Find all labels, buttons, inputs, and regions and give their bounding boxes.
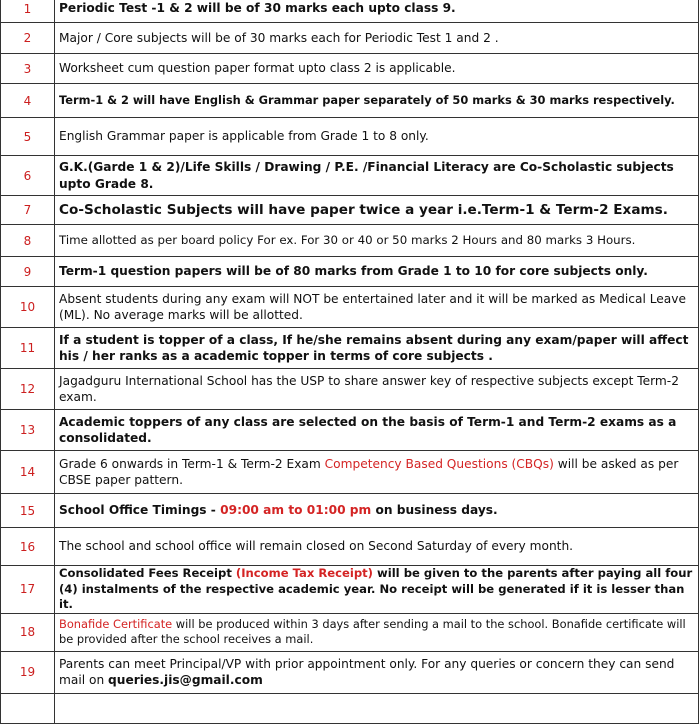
- bonafide-certificate-label: Bonafide Certificate: [59, 617, 173, 632]
- rule-text: [55, 528, 699, 566]
- rule-number: 6: [1, 156, 55, 196]
- rule-text: [55, 0, 699, 23]
- rule-row: [1, 328, 699, 369]
- rule-row: [1, 494, 699, 528]
- rule-text-segment: Term-1 question papers will be of 80 marks from Grade 1 to 10 for core subjects only.: [59, 264, 648, 279]
- rule-row: [1, 651, 699, 693]
- rule-text: [55, 369, 699, 410]
- rule-text: [55, 613, 699, 651]
- rule-number: 11: [1, 328, 55, 369]
- rule-text-segment: English Grammar paper is applicable from Grade 1 to 8 only.: [59, 129, 429, 144]
- rule-number: 17: [1, 566, 55, 614]
- rule-number-partial: [1, 693, 55, 723]
- rule-row: [1, 54, 699, 84]
- rule-text-segment: will be produced within 3 days after sending a mail to the school. Bonafide certificate will be provided after the school receives a mail.: [59, 617, 686, 647]
- rule-text: [55, 328, 699, 369]
- rule-row: [1, 156, 699, 196]
- rule-text: [55, 118, 699, 156]
- rule-text-segment: Parents can meet Principal/VP with prior appointment only. For any queries or concern they can send mail on: [59, 656, 675, 688]
- rule-number: 15: [1, 494, 55, 528]
- rule-text-segment: Absent students during any exam will NOT be entertained later and it will be marked as Medical Leave (ML). No average marks will be allotted.: [59, 291, 686, 322]
- rule-text: [55, 651, 699, 693]
- rule-text-segment: Term-1 & 2 will have English & Grammar paper separately of 50 marks & 30 marks respectively.: [59, 92, 675, 107]
- rule-row: [1, 84, 699, 118]
- rule-number: 10: [1, 287, 55, 328]
- rule-text: [55, 566, 699, 614]
- rule-text-segment: Periodic Test -1 & 2 will be of 30 marks each upto class 9.: [59, 1, 456, 16]
- rule-text-segment: Major / Core subjects will be of 30 marks each for Periodic Test 1 and 2 .: [59, 30, 499, 45]
- rule-row: [1, 23, 699, 54]
- rule-row: [1, 287, 699, 328]
- rule-number: 7: [1, 196, 55, 225]
- rule-text-segment: Consolidated Fees Receipt: [59, 566, 236, 580]
- rule-number: 4: [1, 84, 55, 118]
- rule-row: [1, 451, 699, 494]
- rule-number: 3: [1, 54, 55, 84]
- rule-text-segment: Worksheet cum question paper format upto class 2 is applicable.: [59, 61, 456, 76]
- rule-text: [55, 54, 699, 84]
- rule-text: [55, 23, 699, 54]
- rule-number: 9: [1, 257, 55, 287]
- rule-text-highlight: Competency Based Questions (CBQs): [324, 456, 554, 471]
- rule-text: [55, 84, 699, 118]
- rule-text: [55, 451, 699, 494]
- rule-row: [1, 369, 699, 410]
- rule-text: [55, 257, 699, 287]
- rule-row: [1, 0, 699, 23]
- rule-text-segment: School Office Timings -: [59, 503, 221, 518]
- rule-text-segment: will be asked as per CBSE paper pattern.: [59, 456, 679, 487]
- rule-text-segment: Co-Scholastic Subjects will have paper twice a year i.e.Term-1 & Term-2 Exams.: [59, 201, 668, 218]
- rule-text-highlight: (Income Tax Receipt): [235, 566, 373, 580]
- office-hours: 09:00 am to 01:00 pm: [220, 503, 372, 518]
- rule-row: [1, 257, 699, 287]
- rule-text: [55, 410, 699, 451]
- rule-row: [1, 613, 699, 651]
- queries-email: queries.jis@gmail.com: [108, 673, 263, 688]
- rule-number: 19: [1, 651, 55, 693]
- rule-row: [1, 410, 699, 451]
- rule-number: 16: [1, 528, 55, 566]
- rule-row: [1, 225, 699, 257]
- rule-row: [1, 118, 699, 156]
- rule-text-segment: G.K.(Garde 1 & 2)/Life Skills / Drawing / P.E. /Financial Literacy are Co-Scholastic subjects upto Grade 8.: [59, 160, 674, 191]
- rule-text-segment: on business days.: [371, 503, 498, 518]
- rule-row-partial: [1, 693, 699, 723]
- rule-number: 5: [1, 118, 55, 156]
- rule-number: 8: [1, 225, 55, 257]
- rule-text-segment: The school and school office will remain closed on Second Saturday of every month.: [59, 539, 574, 554]
- rule-text-segment: Jagadguru International School has the USP to share answer key of respective subjects except Term-2 exam.: [59, 373, 679, 404]
- rule-text-segment: will be given to the parents after paying all four (4) instalments of the respective academic year. No receipt will be generated if it is lesser than it.: [59, 566, 693, 612]
- rule-text: [55, 494, 699, 528]
- rule-number: 1: [1, 0, 55, 23]
- rule-text: [55, 225, 699, 257]
- rule-text-segment: Grade 6 onwards in Term-1 & Term-2 Exam: [59, 456, 325, 471]
- rule-text-segment: Academic toppers of any class are selected on the basis of Term-1 and Term-2 exams as a consolidated.: [59, 414, 677, 445]
- rule-text-segment: If a student is topper of a class, If he/she remains absent during any exam/paper will affect his / her ranks as a academic topper in terms of core subjects .: [59, 332, 689, 363]
- rule-number: 2: [1, 23, 55, 54]
- rule-row: [1, 196, 699, 225]
- rule-row: [1, 528, 699, 566]
- rule-text: [55, 196, 699, 225]
- rule-number: 14: [1, 451, 55, 494]
- rule-text: [55, 156, 699, 196]
- rule-number: 12: [1, 369, 55, 410]
- rule-number: 13: [1, 410, 55, 451]
- rule-text-partial: [55, 693, 699, 723]
- rule-text: [55, 287, 699, 328]
- rule-number: 18: [1, 613, 55, 651]
- rule-text-segment: Time allotted as per board policy For ex. For 30 or 40 or 50 marks 2 Hours and 80 marks 3 Hours.: [59, 232, 636, 247]
- rule-row: [1, 566, 699, 614]
